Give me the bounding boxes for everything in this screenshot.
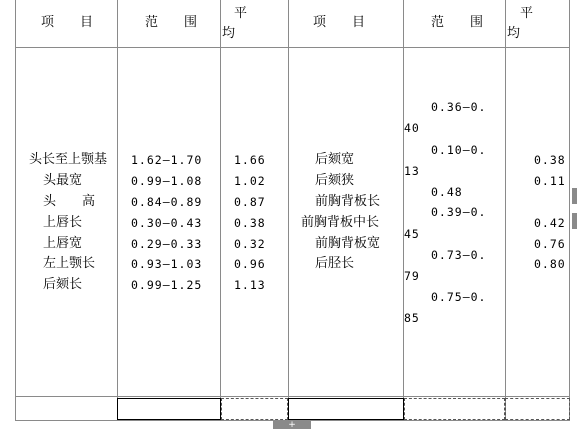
row-item: 左上颚长	[43, 256, 96, 271]
row-avg: 0.96	[234, 257, 266, 271]
table-col-divider	[117, 0, 118, 421]
row-item: 头最宽	[43, 173, 83, 188]
table-border-right	[569, 0, 570, 421]
selected-cell[interactable]	[117, 398, 221, 420]
row-resize-handle[interactable]	[572, 213, 577, 229]
row-item: 前胸背板宽	[315, 236, 381, 251]
header-avg-top: 平	[520, 6, 534, 21]
header-divider	[15, 47, 570, 48]
row-range: 0.36—0.	[431, 100, 487, 114]
header-avg-bottom: 均	[507, 26, 521, 41]
row-range: 0.99—1.08	[131, 174, 203, 188]
row-avg: 0.76	[534, 237, 566, 251]
add-row-button[interactable]	[273, 421, 311, 429]
header-avg-bottom: 均	[222, 26, 236, 41]
row-range: 1.62—1.70	[131, 153, 203, 167]
row-range: 0.84—0.89	[131, 195, 203, 209]
row-range: 0.99—1.25	[131, 278, 203, 292]
header-item: 项 目	[313, 15, 366, 30]
row-avg: 0.38	[234, 216, 266, 230]
table-col-divider	[505, 0, 506, 421]
row-item: 后颏宽	[315, 152, 355, 167]
table-border-left	[15, 0, 16, 421]
row-item: 前胸背板中长	[301, 215, 380, 230]
row-range-continued: 45	[404, 227, 420, 241]
header-avg-top: 平	[234, 6, 248, 21]
row-range-continued: 79	[404, 269, 420, 283]
table-col-divider	[220, 0, 221, 421]
row-avg: 0.38	[534, 153, 566, 167]
cell-outline[interactable]	[505, 398, 570, 420]
row-item: 后颏长	[43, 277, 83, 292]
row-range: 0.10—0.	[431, 143, 487, 157]
row-range-continued: 85	[404, 311, 420, 325]
row-item: 后胫长	[315, 256, 355, 271]
row-item: 前胸背板长	[315, 194, 381, 209]
row-avg: 1.13	[234, 278, 266, 292]
row-range: 0.93—1.03	[131, 257, 203, 271]
row-range: 0.75—0.	[431, 290, 487, 304]
row-avg: 1.02	[234, 174, 266, 188]
row-avg: 0.42	[534, 216, 566, 230]
cell-outline[interactable]	[221, 398, 288, 420]
row-avg: 0.32	[234, 237, 266, 251]
table-col-divider	[403, 0, 404, 421]
selected-cell[interactable]	[288, 398, 404, 420]
row-resize-handle[interactable]	[572, 188, 577, 204]
row-avg: 0.87	[234, 195, 266, 209]
plus-icon: +	[288, 420, 296, 430]
cell-outline[interactable]	[404, 398, 505, 420]
row-avg: 1.66	[234, 153, 266, 167]
row-range-continued: 13	[404, 164, 420, 178]
body-bottom-line	[15, 396, 570, 397]
row-range-continued: 40	[404, 121, 420, 135]
header-item: 项 目	[41, 15, 94, 30]
row-item: 头长至上颚基	[29, 152, 108, 167]
row-item: 后颏狭	[315, 173, 355, 188]
row-range: 0.30—0.43	[131, 216, 203, 230]
row-item: 头 高	[43, 194, 96, 209]
header-range: 范 围	[431, 15, 484, 30]
row-item: 上唇长	[43, 215, 83, 230]
table-col-divider	[288, 0, 289, 421]
row-range: 0.48	[431, 185, 463, 199]
header-range: 范 围	[145, 15, 198, 30]
row-avg: 0.80	[534, 257, 566, 271]
row-range: 0.29—0.33	[131, 237, 203, 251]
row-range: 0.73—0.	[431, 248, 487, 262]
row-range: 0.39—0.	[431, 205, 487, 219]
row-avg: 0.11	[534, 174, 566, 188]
row-item: 上唇宽	[43, 236, 83, 251]
